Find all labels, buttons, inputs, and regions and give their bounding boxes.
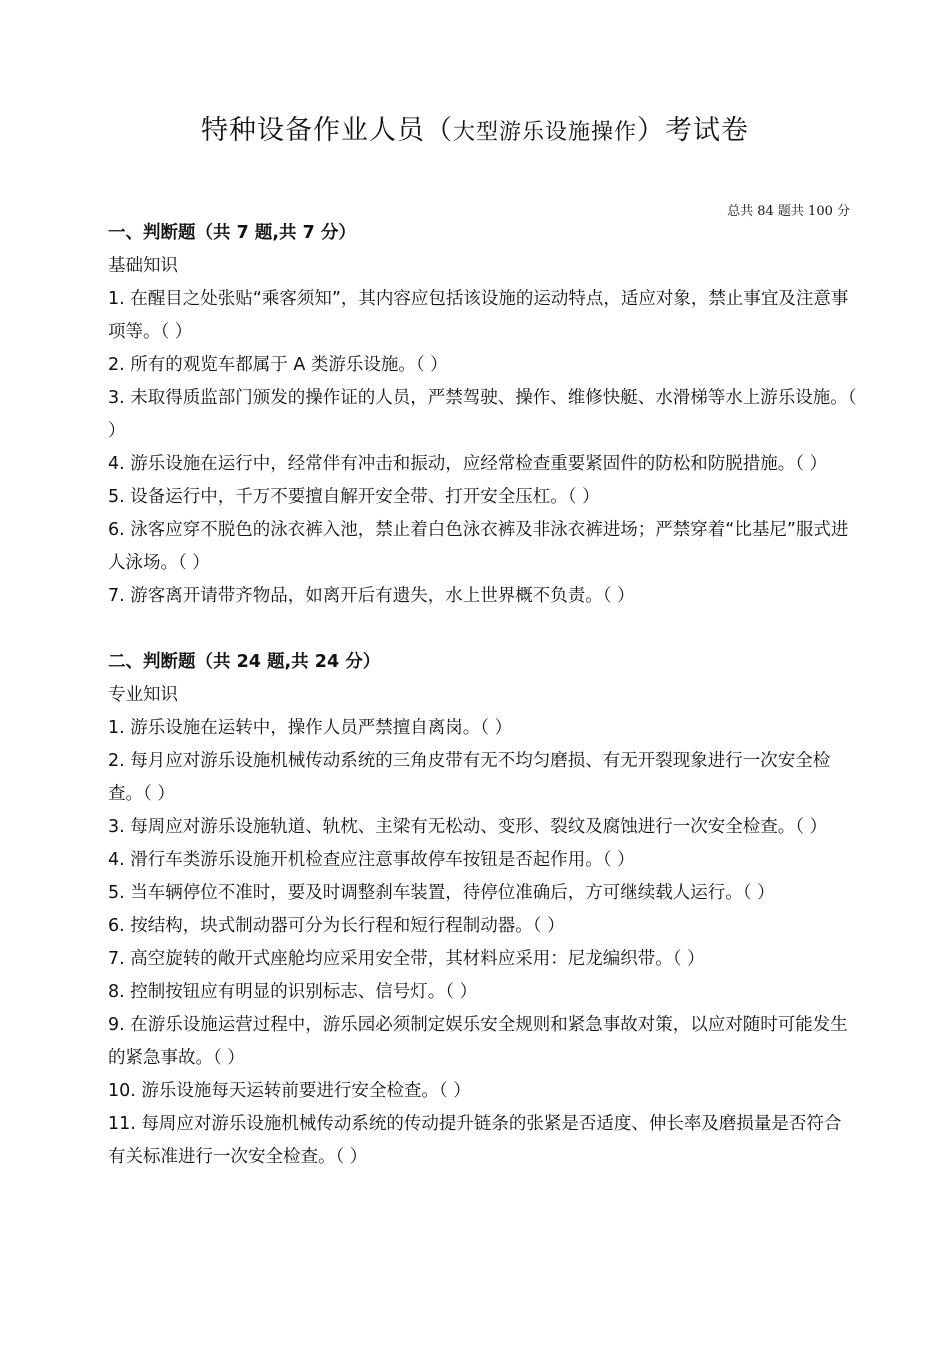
section-2 (108, 646, 858, 1174)
question-item: 5. 设备运行中，千万不要擅自解开安全带、打开安全压杠。（ ） (108, 487, 600, 507)
section-heading: 一、判断题（共 7 题,共 7 分） (108, 223, 356, 243)
section-heading: 二、判断题（共 24 题,共 24 分） (108, 652, 381, 672)
question-item: 5. 当车辆停位不准时，要及时调整刹车装置，待停位准确后，方可继续载人运行。（ ） (108, 883, 775, 903)
question-item: 7. 高空旋转的敞开式座舱均应采用安全带，其材料应采用：尼龙编织带。（ ） (108, 949, 705, 969)
section-subheading: 专业知识 (108, 685, 178, 705)
title-sub: 大型游乐设施操作 (452, 120, 637, 145)
exam-content (108, 217, 858, 1174)
question-item: 6. 按结构，块式制动器可分为长行程和短行程制动器。（ ） (108, 916, 565, 936)
question-item: 10. 游乐设施每天运转前要进行安全检查。（ ） (108, 1081, 471, 1101)
question-item: 8. 控制按钮应有明显的识别标志、信号灯。（ ） (108, 982, 478, 1002)
question-item: 6. 泳客应穿不脱色的泳衣裤入池，禁止着白色泳衣裤及非泳衣裤进场；严禁穿着“比基尼”服式进人泳场。（ ） (108, 520, 849, 573)
question-item: 1. 游乐设施在运转中，操作人员严禁擅自离岗。（ ） (108, 718, 513, 738)
question-item: 3. 未取得质监部门颁发的操作证的人员，严禁驾驶、操作、维修快艇、水滑梯等水上游乐设施。（ ） (108, 388, 857, 441)
total-score-info: 总共 84 题共 100 分 (727, 204, 850, 219)
title-main: 特种设备作业人员（ (200, 115, 453, 146)
question-item: 1. 在醒目之处张贴“乘客须知”，其内容应包括该设施的运动特点，适应对象，禁止事宜及注意事项等。（ ） (108, 289, 849, 342)
section-spacer (108, 613, 858, 646)
section-1 (108, 217, 858, 613)
question-item: 3. 每周应对游乐设施轨道、轨枕、主梁有无松动、变形、裂纹及腐蚀进行一次安全检查。（ ） (108, 817, 828, 837)
question-item: 4. 游乐设施在运行中，经常伴有冲击和振动，应经常检查重要紧固件的防松和防脱措施。（ ） (108, 454, 828, 474)
question-item: 11. 每周应对游乐设施机械传动系统的传动提升链条的张紧是否适度、伸长率及磨损量是否符合有关标准进行一次安全检查。（ ） (108, 1114, 842, 1167)
section-subheading: 基础知识 (108, 256, 178, 276)
question-item: 4. 滑行车类游乐设施开机检查应注意事故停车按钮是否起作用。（ ） (108, 850, 635, 870)
question-item: 7. 游客离开请带齐物品，如离开后有遗失，水上世界概不负责。（ ） (108, 586, 635, 606)
question-item: 2. 每月应对游乐设施机械传动系统的三角皮带有无不均匀磨损、有无开裂现象进行一次安全检查。（ ） (108, 751, 831, 804)
question-item: 2. 所有的观览车都属于 A 类游乐设施。（ ） (108, 355, 448, 375)
question-item: 9. 在游乐设施运营过程中，游乐园必须制定娱乐安全规则和紧急事故对策，以应对随时可能发生的紧急事故。（ ） (108, 1015, 848, 1068)
page-title (0, 108, 950, 147)
title-end: ）考试卷 (637, 115, 749, 146)
